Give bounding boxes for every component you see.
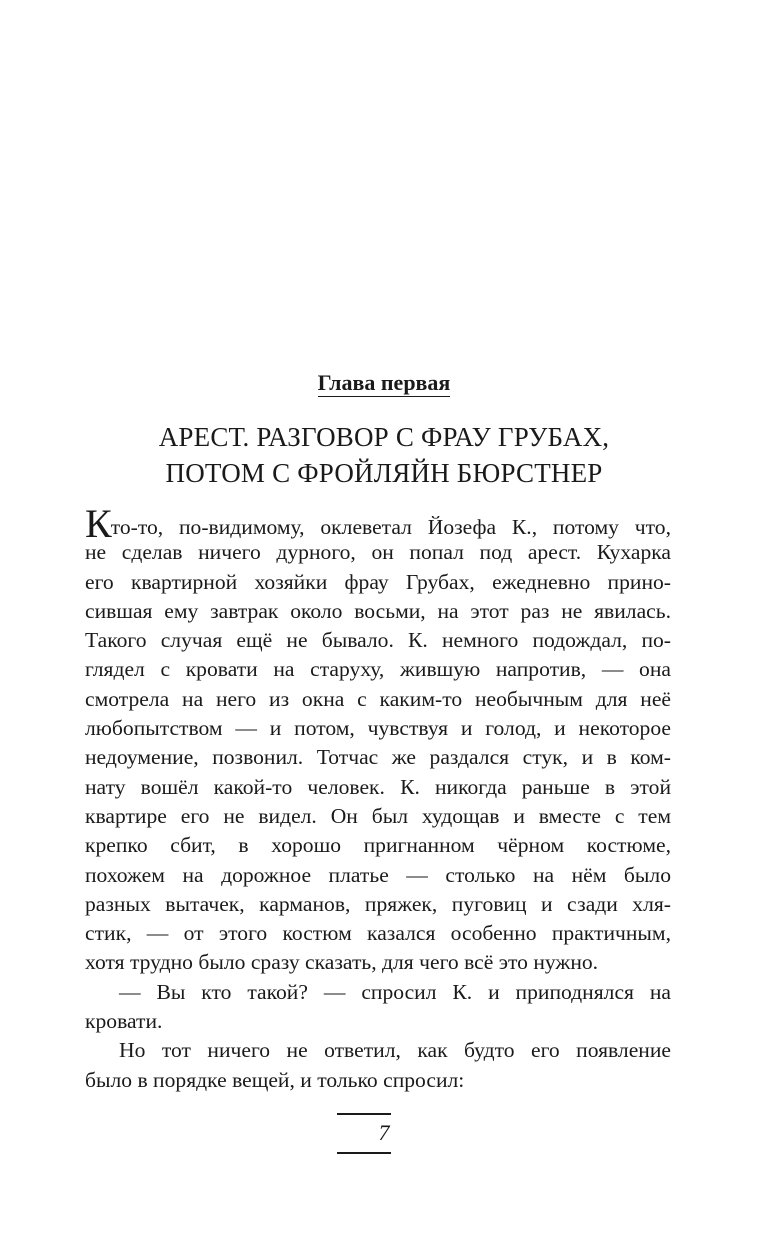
text-line: похожем на дорожное платье — столько на нём было (85, 862, 671, 887)
chapter-title-line: ПОТОМ С ФРОЙЛЯЙН БЮРСТНЕР (165, 458, 603, 488)
text-line: любопытством — и потом, чувствуя и голод, и некоторое (85, 716, 671, 741)
text-line: глядел с кровати на старуху, жившую напротив, — она (85, 657, 671, 682)
chapter-label (0, 370, 768, 396)
body-text (85, 501, 671, 1095)
chapter-title-line: АРЕСТ. РАЗГОВОР С ФРАУ ГРУБАХ, (158, 422, 610, 452)
text-line: было в порядке вещей, и только спросил: (85, 1067, 465, 1092)
text-line (85, 501, 671, 546)
text-line: смотрела на него из окна с каким-то необычным для неё (85, 686, 671, 711)
text-line: сившая ему завтрак около восьми, на этот раз не явилась. (85, 598, 671, 623)
text-line: квартире его не видел. Он был худощав и вместе с тем (85, 803, 671, 828)
folio-rule-top (337, 1113, 391, 1115)
text-line: Такого случая ещё не бывало. К. немного подождал, по- (85, 628, 671, 653)
text-line: не сделав ничего дурного, он попал под арест. Кухарка (85, 540, 671, 565)
text-line: разных вытачек, карманов, пряжек, пуговиц и сзади хля- (85, 891, 671, 916)
text-line: хотя трудно было сразу сказать, для чего всё это нужно. (85, 950, 599, 975)
page-number: 7 (378, 1120, 390, 1145)
text-line: — Вы кто такой? — спросил К. и приподнялся на (119, 979, 671, 1004)
text-line: крепко сбит, в хорошо пригнанном чёрном костюме, (85, 833, 671, 858)
text-line: его квартирной хозяйки фрау Грубах, ежедневно прино- (85, 569, 671, 594)
text-line: недоумение, позвонил. Тотчас же раздался стук, и в ком- (85, 745, 671, 770)
chapter-title (0, 419, 768, 491)
text-line: нату вошёл какой-то человек. К. никогда раньше в этой (85, 774, 671, 799)
text-line: Но тот ничего не ответил, как будто его появление (119, 1038, 671, 1063)
drop-cap: К (85, 501, 112, 546)
folio-rule-bottom (337, 1152, 391, 1154)
text-line: кровати. (85, 1009, 163, 1034)
text-line: стик, — от этого костюм казался особенно практичным, (85, 921, 671, 946)
chapter-label-text: Глава первая (317, 370, 451, 395)
text-line-content: то-то, по-видимому, оклеветал Йозефа К., потому что, (110, 515, 671, 539)
